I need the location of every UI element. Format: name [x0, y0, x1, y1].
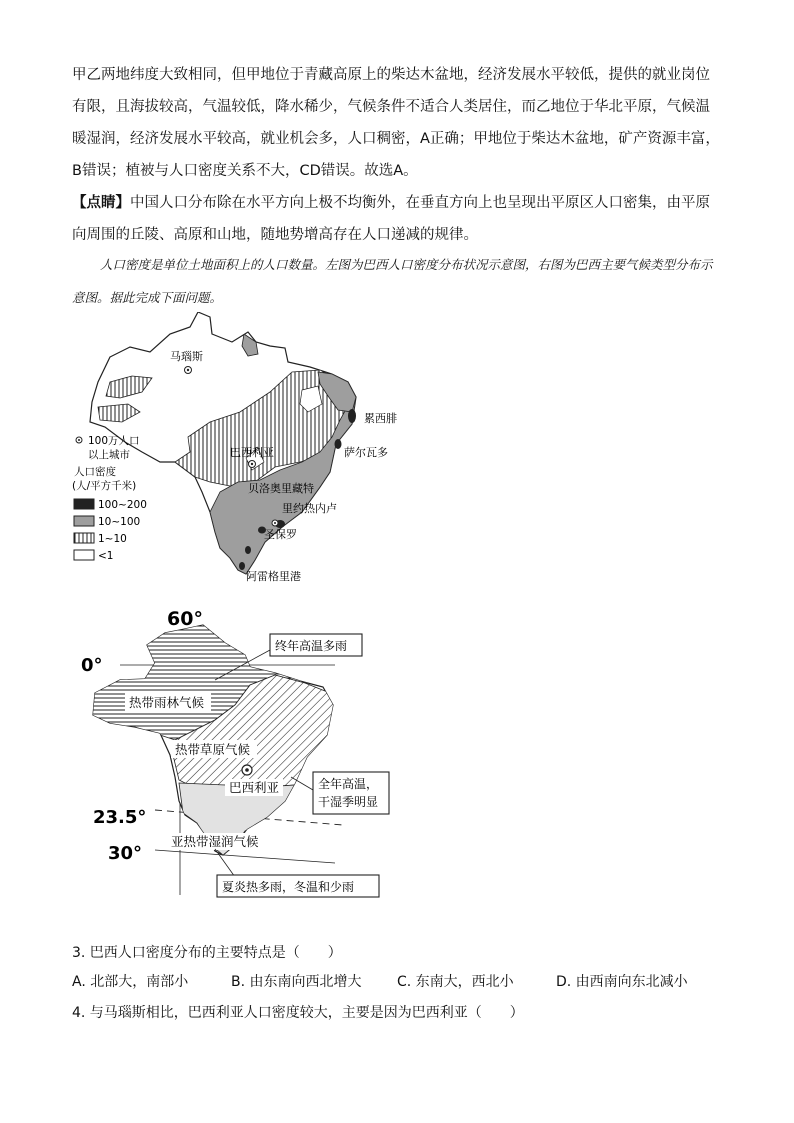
comment-paragraph: [72, 187, 724, 251]
map1-legend: [72, 434, 147, 562]
legend-title-line1: 人口密度: [74, 466, 116, 478]
city-label-fortaleza: 累西腓: [364, 412, 397, 425]
brasilia-marker: [242, 765, 252, 775]
question-4-stem: 4. 与马瑙斯相比，巴西利亚人口密度较大，主要是因为巴西利亚（ ）: [72, 1005, 524, 1021]
callout-savanna-line1: 全年高温，: [318, 777, 379, 791]
question-3-option-d[interactable]: D. 由西南向东北减小: [556, 974, 688, 990]
analysis-paragraph: 甲乙两地纬度大致相同，但甲地位于青藏高原上的柴达木盆地，经济发展水平较低，提供的就业岗位有限，且海拔较高，气温较低，降水稀少，气候条件不适合人类居住，而乙地位于华北平原，气候温暖湿润，经济发展水平较高，就业机会多，人口稠密，A正确；甲地位于柴达木盆地，矿产资源丰富，B错误；植被与人口密度关系不大，CD错误。故选A。: [72, 67, 720, 179]
legend-item-3: <1: [98, 550, 114, 562]
city-label-brasilia: 巴西利亚: [230, 446, 274, 459]
population-density-map: [70, 312, 400, 592]
legend-city-line1: 100万人口: [88, 435, 140, 447]
density-dense-recife: [348, 409, 356, 423]
city-label-portoalegre: 阿雷格里港: [246, 570, 301, 583]
callout-savanna-line2: 干湿季明显: [318, 795, 379, 809]
city-label-bh: 贝洛奥里藏特: [248, 482, 314, 495]
zone-label-savanna: 热带草原气候: [175, 742, 251, 757]
city-label-saopaulo: 圣保罗: [264, 528, 297, 541]
city-marker-manaus: [185, 367, 192, 374]
question-3-option-b[interactable]: B. 由东南向西北增大: [231, 974, 362, 990]
question-intro: 人口密度是单位土地面积上的人口数量。左图为巴西人口密度分布状况示意图，右图为巴西主要气候类型分布示意图。据此完成下面问题。: [72, 257, 713, 305]
comment-label: 【点睛】: [72, 195, 130, 211]
question-3-stem: 3. 巴西人口密度分布的主要特点是（ ）: [72, 945, 342, 961]
city-label-manaus: 马瑙斯: [170, 350, 203, 363]
legend-city-line2: 以上城市: [88, 449, 130, 461]
zone-label-rainforest: 热带雨林气候: [129, 695, 205, 710]
question-3-option-c[interactable]: C. 东南大，西北小: [397, 974, 514, 990]
legend-item-2: 1~10: [98, 533, 127, 545]
legend-item-0: 100~200: [98, 499, 147, 511]
legend-item-1: 10~100: [98, 516, 141, 528]
question-3-option-a[interactable]: A. 北部大，南部小: [72, 974, 189, 990]
lat-label-60: 60°: [167, 608, 203, 630]
lat-label-23-5: 23.5°: [93, 807, 147, 828]
lat-label-0: 0°: [81, 655, 103, 676]
density-dense-south-2: [239, 562, 245, 570]
density-dense-south: [245, 546, 251, 554]
city-label-salvador: 萨尔瓦多: [344, 446, 388, 459]
callout-rainforest: 终年高温多雨: [275, 639, 348, 653]
zone-label-subtropical: 亚热带湿润气候: [171, 834, 259, 849]
city-marker-brasilia: [249, 461, 256, 468]
city-marker-saopaulo: [272, 520, 278, 526]
brasilia-label: 巴西利亚: [229, 780, 280, 795]
climate-type-map: [75, 605, 395, 900]
callout-subtropical: 夏炎热多雨，冬温和少雨: [222, 880, 355, 894]
legend-title-line2: (人/平方千米): [72, 480, 137, 492]
comment-text: 中国人口分布除在水平方向上极不均衡外，在垂直方向上也呈现出平原区人口密集，由平原向周围的丘陵、高原和山地，随地势增高存在人口递减的规律。: [72, 195, 710, 243]
density-dense-salvador: [335, 439, 342, 449]
lat-label-30: 30°: [108, 843, 143, 864]
city-label-rio: 里约热内卢: [282, 502, 337, 515]
lat30-line: [155, 850, 335, 863]
